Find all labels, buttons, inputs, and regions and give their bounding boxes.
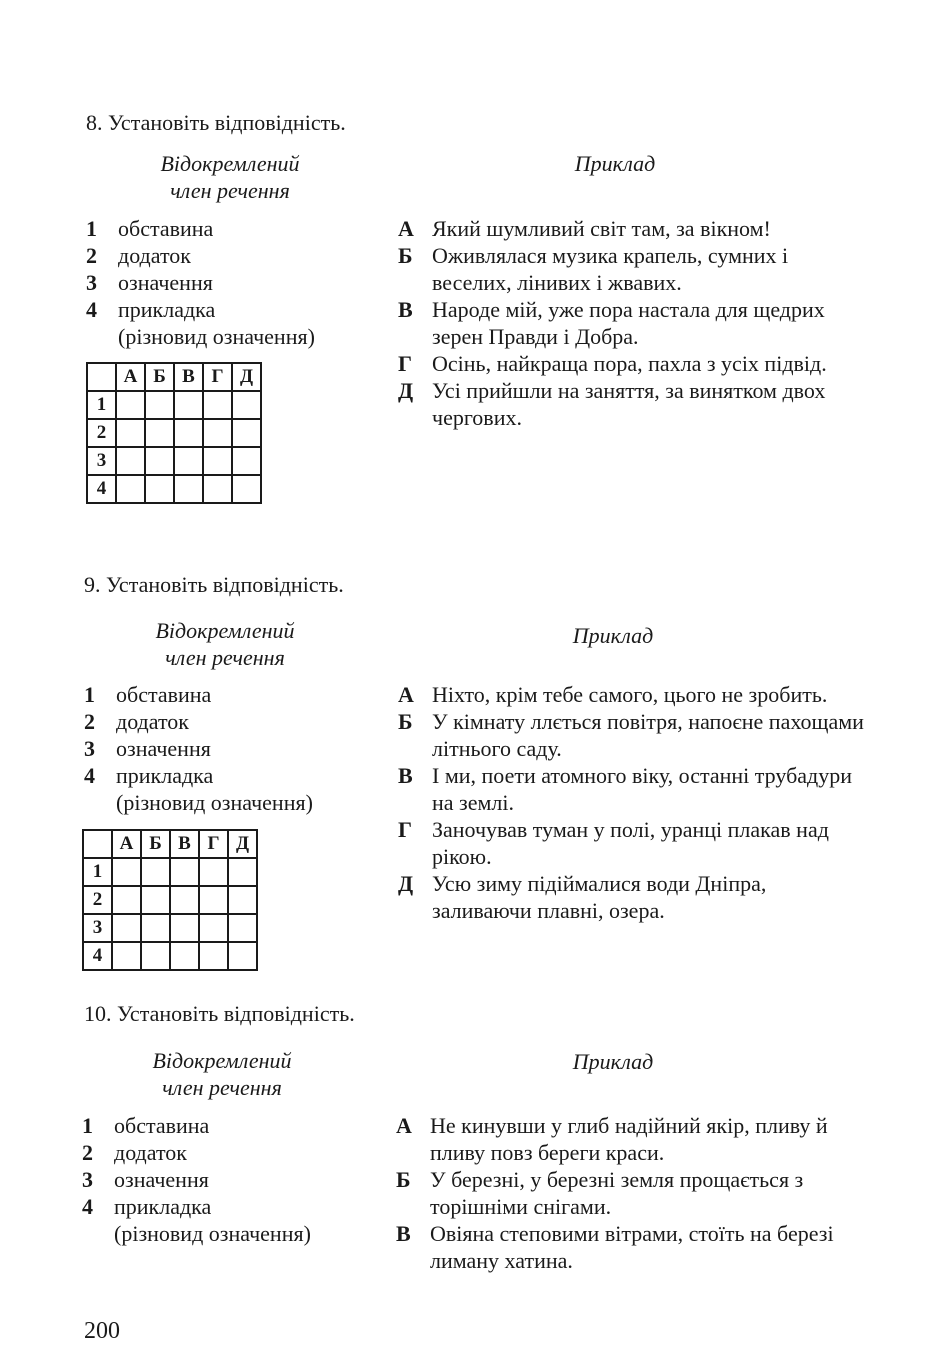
grid-cell[interactable] bbox=[170, 886, 199, 914]
example-a: А Не кинувши у глиб надійний якір, пливу й пливу повз береги краси. bbox=[396, 1113, 828, 1165]
grid-cell[interactable] bbox=[174, 447, 203, 475]
example-a: А Ніхто, крім тебе самого, цього не зробить. bbox=[398, 682, 828, 707]
option-4-note: (різновид означення) bbox=[118, 324, 315, 349]
example-b: Б Оживлялася музика крапель, сумних і веселих, лінивих і жвавих. bbox=[398, 243, 789, 295]
question-9-answer-grid bbox=[82, 829, 258, 971]
option-3: 3 означення bbox=[82, 1167, 209, 1192]
example-d: Д Усю зиму підіймалися води Дніпра, заливаючи плавні, озера. bbox=[398, 871, 767, 923]
option-4: 4 прикладка bbox=[84, 763, 214, 788]
question-9-examples bbox=[398, 681, 868, 924]
question-8-left-heading bbox=[120, 150, 340, 204]
grid-cell[interactable] bbox=[199, 858, 228, 886]
grid-cell[interactable] bbox=[141, 886, 170, 914]
grid-col-header: Г bbox=[199, 830, 228, 858]
grid-cell[interactable] bbox=[141, 942, 170, 970]
grid-col-header: Д bbox=[232, 363, 261, 391]
grid-col-header: А bbox=[116, 363, 145, 391]
question-10-title: 10. Установіть відповідність. bbox=[84, 1001, 355, 1026]
option-2: 2 додаток bbox=[82, 1140, 187, 1165]
grid-cell[interactable] bbox=[116, 391, 145, 419]
question-8-examples bbox=[398, 215, 868, 431]
option-1: 1 обставина bbox=[84, 682, 212, 707]
question-9-left-heading bbox=[115, 617, 335, 671]
grid-row-header: 2 bbox=[87, 419, 116, 447]
grid-row-header: 4 bbox=[83, 942, 112, 970]
option-3: 3 означення bbox=[86, 270, 213, 295]
example-h: Г Заночував туман у полі, уранці плакав над рікою. bbox=[398, 817, 829, 869]
grid-cell[interactable] bbox=[174, 475, 203, 503]
example-v: В І ми, поети атомного віку, останні трубадури на землі. bbox=[398, 763, 853, 815]
question-8-answer-grid bbox=[86, 362, 262, 504]
option-1: 1 обставина bbox=[82, 1113, 210, 1138]
option-4-note: (різновид означення) bbox=[114, 1221, 311, 1246]
grid-cell[interactable] bbox=[112, 886, 141, 914]
grid-cell[interactable] bbox=[112, 942, 141, 970]
grid-cell[interactable] bbox=[228, 858, 257, 886]
grid-cell[interactable] bbox=[170, 914, 199, 942]
grid-col-header: Г bbox=[203, 363, 232, 391]
grid-col-header: А bbox=[112, 830, 141, 858]
grid-cell[interactable] bbox=[116, 419, 145, 447]
grid-cell[interactable] bbox=[141, 858, 170, 886]
grid-cell[interactable] bbox=[199, 886, 228, 914]
grid-cell[interactable] bbox=[203, 419, 232, 447]
grid-cell[interactable] bbox=[199, 914, 228, 942]
page-number: 200 bbox=[84, 1318, 120, 1344]
grid-cell[interactable] bbox=[232, 447, 261, 475]
grid-cell[interactable] bbox=[203, 447, 232, 475]
question-8-options bbox=[86, 215, 315, 350]
question-9-right-heading: Приклад bbox=[572, 623, 654, 648]
option-4-note: (різновид означення) bbox=[116, 790, 313, 815]
grid-cell[interactable] bbox=[116, 475, 145, 503]
grid-cell[interactable] bbox=[116, 447, 145, 475]
example-a: А Який шумливий світ там, за вікном! bbox=[398, 216, 771, 241]
grid-corner bbox=[87, 363, 116, 391]
grid-row-header: 3 bbox=[87, 447, 116, 475]
question-8-title: 8. Установіть відповідність. bbox=[86, 110, 346, 135]
option-2: 2 додаток bbox=[84, 709, 189, 734]
grid-row-header: 4 bbox=[87, 475, 116, 503]
grid-cell[interactable] bbox=[232, 391, 261, 419]
grid-cell[interactable] bbox=[228, 886, 257, 914]
option-1: 1 обставина bbox=[86, 216, 214, 241]
left-heading-line-1: Відокремлений bbox=[155, 618, 295, 643]
question-10-options bbox=[82, 1112, 311, 1247]
question-8-right-heading: Приклад bbox=[574, 151, 656, 176]
option-2: 2 додаток bbox=[86, 243, 191, 268]
option-3: 3 означення bbox=[84, 736, 211, 761]
grid-cell[interactable] bbox=[145, 475, 174, 503]
question-10-examples bbox=[396, 1112, 866, 1274]
grid-row-header: 3 bbox=[83, 914, 112, 942]
example-d: Д Усі прийшли на заняття, за винятком двох чергових. bbox=[398, 378, 826, 430]
grid-cell[interactable] bbox=[199, 942, 228, 970]
left-heading-line-1: Відокремлений bbox=[152, 1048, 292, 1073]
example-h: Г Осінь, найкраща пора, пахла з усіх підвід. bbox=[398, 351, 827, 376]
option-4: 4 прикладка bbox=[86, 297, 216, 322]
left-heading-line-2: член речення bbox=[170, 178, 290, 203]
example-b: Б У кімнату ллється повітря, напоєне пахощами літнього саду. bbox=[398, 709, 864, 761]
question-9-options bbox=[84, 681, 313, 816]
question-10-left-heading bbox=[112, 1047, 332, 1101]
grid-cell[interactable] bbox=[203, 391, 232, 419]
grid-col-header: Б bbox=[145, 363, 174, 391]
grid-col-header: Д bbox=[228, 830, 257, 858]
example-b: Б У березні, у березні земля прощається з торішніми снігами. bbox=[396, 1167, 804, 1219]
grid-cell[interactable] bbox=[145, 447, 174, 475]
grid-col-header: В bbox=[170, 830, 199, 858]
left-heading-line-1: Відокремлений bbox=[160, 151, 300, 176]
grid-cell[interactable] bbox=[203, 475, 232, 503]
grid-col-header: В bbox=[174, 363, 203, 391]
grid-cell[interactable] bbox=[112, 914, 141, 942]
grid-cell[interactable] bbox=[174, 391, 203, 419]
grid-col-header: Б bbox=[141, 830, 170, 858]
grid-cell[interactable] bbox=[145, 419, 174, 447]
question-9-title: 9. Установіть відповідність. bbox=[84, 572, 344, 597]
example-v: В Овіяна степовими вітрами, стоїть на березі лиману хатина. bbox=[396, 1221, 834, 1273]
grid-row-header: 2 bbox=[83, 886, 112, 914]
question-10-right-heading: Приклад bbox=[572, 1049, 654, 1074]
grid-cell[interactable] bbox=[145, 391, 174, 419]
grid-cell[interactable] bbox=[232, 475, 261, 503]
option-4: 4 прикладка bbox=[82, 1194, 212, 1219]
grid-cell[interactable] bbox=[141, 914, 170, 942]
grid-row-header: 1 bbox=[83, 858, 112, 886]
grid-cell[interactable] bbox=[170, 942, 199, 970]
grid-corner bbox=[83, 830, 112, 858]
left-heading-line-2: член речення bbox=[162, 1075, 282, 1100]
grid-cell[interactable] bbox=[232, 419, 261, 447]
grid-cell[interactable] bbox=[112, 858, 141, 886]
grid-row-header: 1 bbox=[87, 391, 116, 419]
grid-cell[interactable] bbox=[174, 419, 203, 447]
grid-cell[interactable] bbox=[228, 914, 257, 942]
grid-cell[interactable] bbox=[170, 858, 199, 886]
grid-cell[interactable] bbox=[228, 942, 257, 970]
example-v: В Народе мій, уже пора настала для щедрих зерен Правди і Добра. bbox=[398, 297, 825, 349]
left-heading-line-2: член речення bbox=[165, 645, 285, 670]
